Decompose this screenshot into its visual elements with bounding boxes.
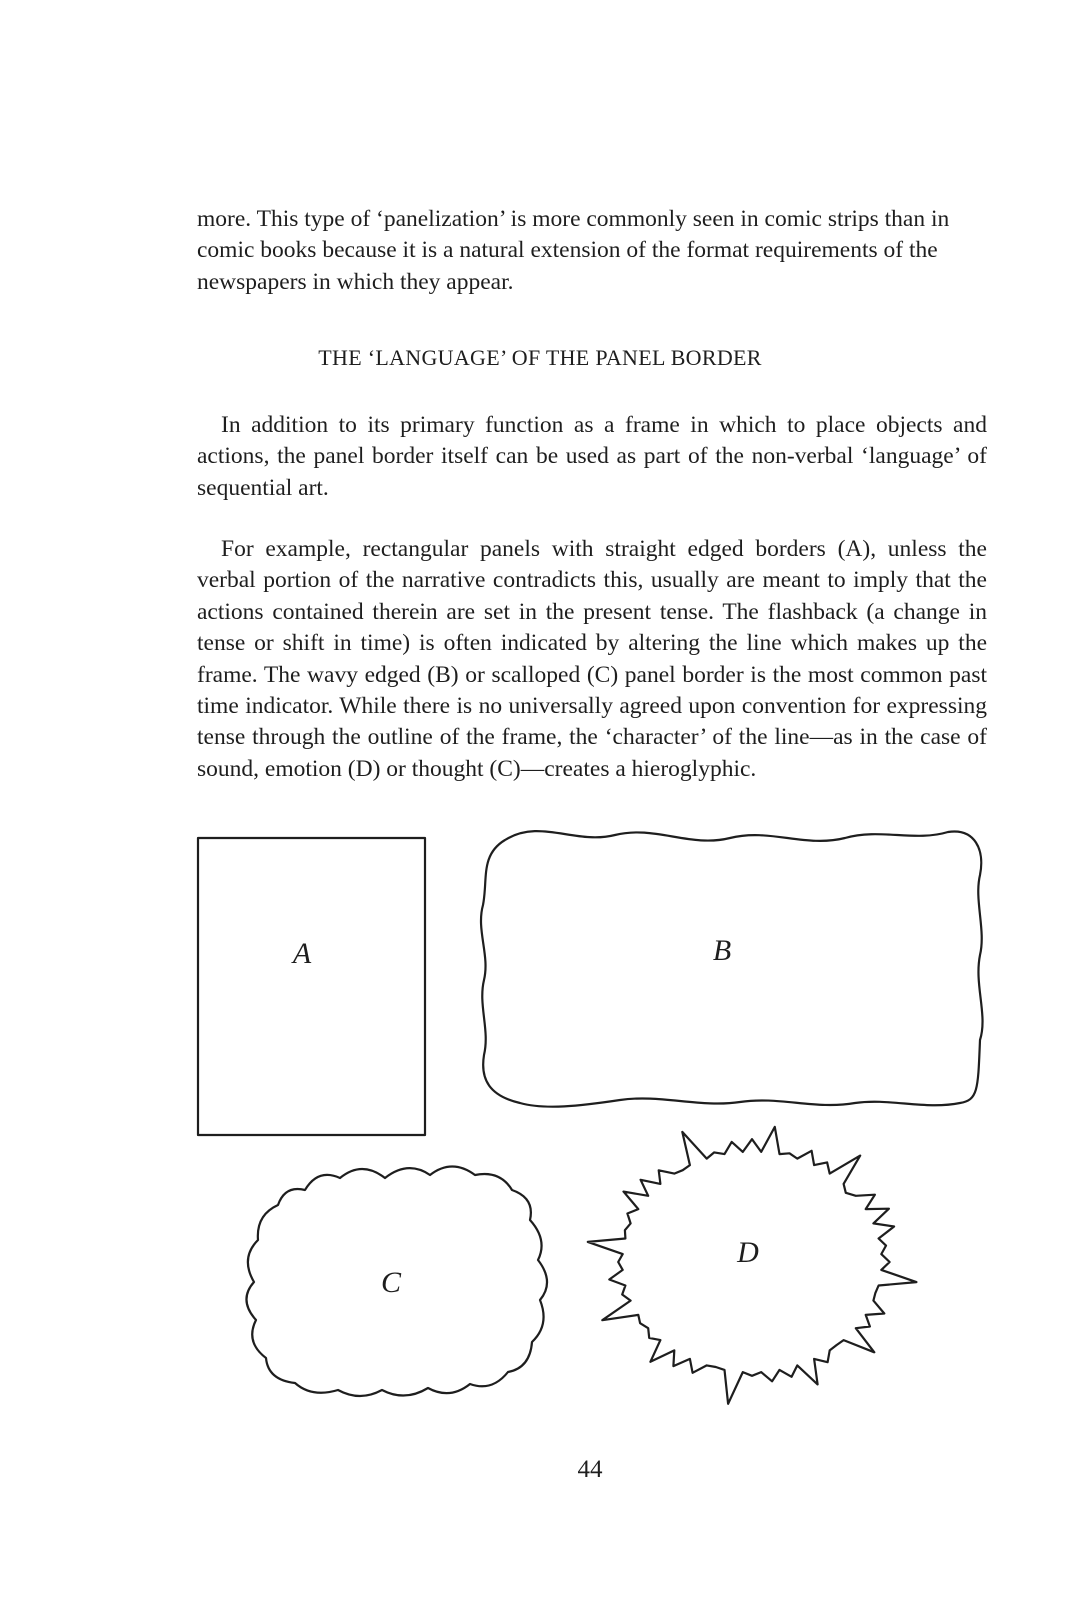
- panel-a-border: [198, 838, 425, 1135]
- panel-b-label: B: [712, 934, 732, 967]
- panel-b-border: [481, 831, 983, 1107]
- panel-a-label: A: [292, 937, 312, 970]
- paragraph-text: more. This type of ‘panelization’ is more commonly seen in comic strips than in comic books because it is a natural extension of the format requirements of the newspapers in which they appear.: [197, 206, 950, 295]
- paragraph-text: In addition to its primary function as a frame in which to place objects and actions, the panel border itself can be used as part of the non-verbal ‘language’ of sequential art.: [197, 412, 987, 501]
- panel-c-label: C: [380, 1266, 402, 1299]
- panel-d-label: D: [737, 1236, 759, 1269]
- page-number: 44: [577, 1456, 603, 1483]
- section-heading: THE ‘LANGUAGE’ OF THE PANEL BORDER: [318, 345, 762, 370]
- paragraph-text: For example, rectangular panels with straight edged borders (A), unless the verbal portion of the narrative contradicts this, usually are meant to imply that the actions contained therein are set in the present tense. The flashback (a change in tense or shift in time) is often indicated by altering the line which makes up the frame. The wavy edged (B) or scalloped (C) panel border is the most common past time indicator. While there is no universally agreed upon convention for expressing tense through the outline of the frame, the ‘character’ of the line—as in the case of sound, emotion (D) or thought (C)—creates a hieroglyphic.: [197, 536, 987, 782]
